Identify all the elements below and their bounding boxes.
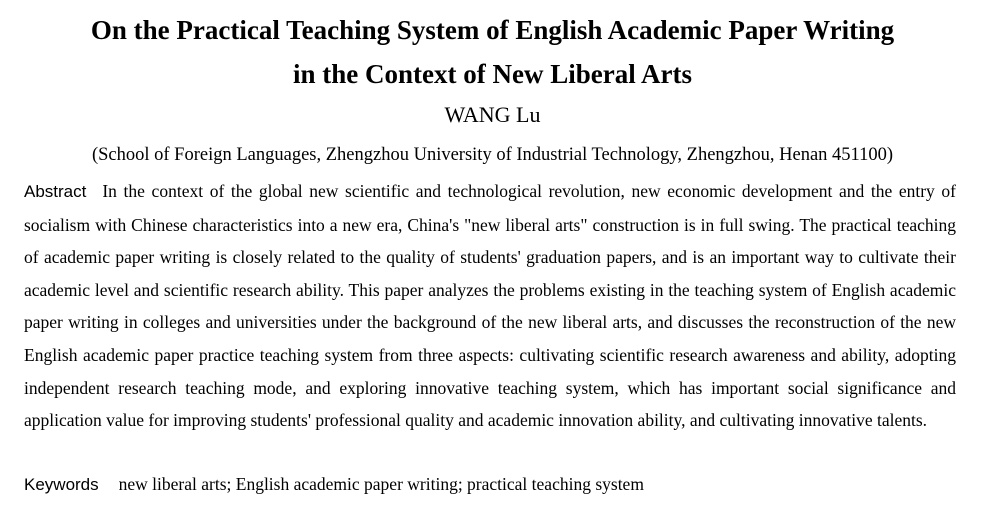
author-affiliation: (School of Foreign Languages, Zhengzhou University of Industrial Technology, Zhengzhou, Henan 451100) xyxy=(91,145,894,165)
abstract-text: In the context of the global new scientific and technological revolution, new economic development and the entry of socialism with Chinese characteristics into a new era, China's "new liberal arts" construction is in full swing. The practical teaching of academic paper writing is closely related to the quality of students' graduation papers, and is an important way to cultivate their academic level and scientific research ability. This paper analyzes the problems existing in the teaching system of English academic paper writing in colleges and universities under the background of the new liberal arts, and discusses the reconstruction of the new English academic paper practice teaching system from three aspects: cultivating scientific research awareness and ability, adopting independent research teaching mode, and exploring innovative teaching system, which has important social significance and application value for improving students' professional quality and academic innovation ability, and cultivating innovative talents. xyxy=(24,181,956,431)
paper-title-line-2: in the Context of New Liberal Arts xyxy=(293,59,692,89)
keywords-text: new liberal arts; English academic paper writing; practical teaching system xyxy=(118,474,644,494)
abstract-paragraph xyxy=(24,175,956,437)
abstract-label: Abstract xyxy=(24,182,87,201)
paper-title-line-1: On the Practical Teaching System of English Academic Paper Writing xyxy=(90,15,895,45)
keywords-label: Keywords xyxy=(24,475,99,494)
author-name: WANG Lu xyxy=(444,102,541,127)
keywords-line xyxy=(24,468,956,501)
